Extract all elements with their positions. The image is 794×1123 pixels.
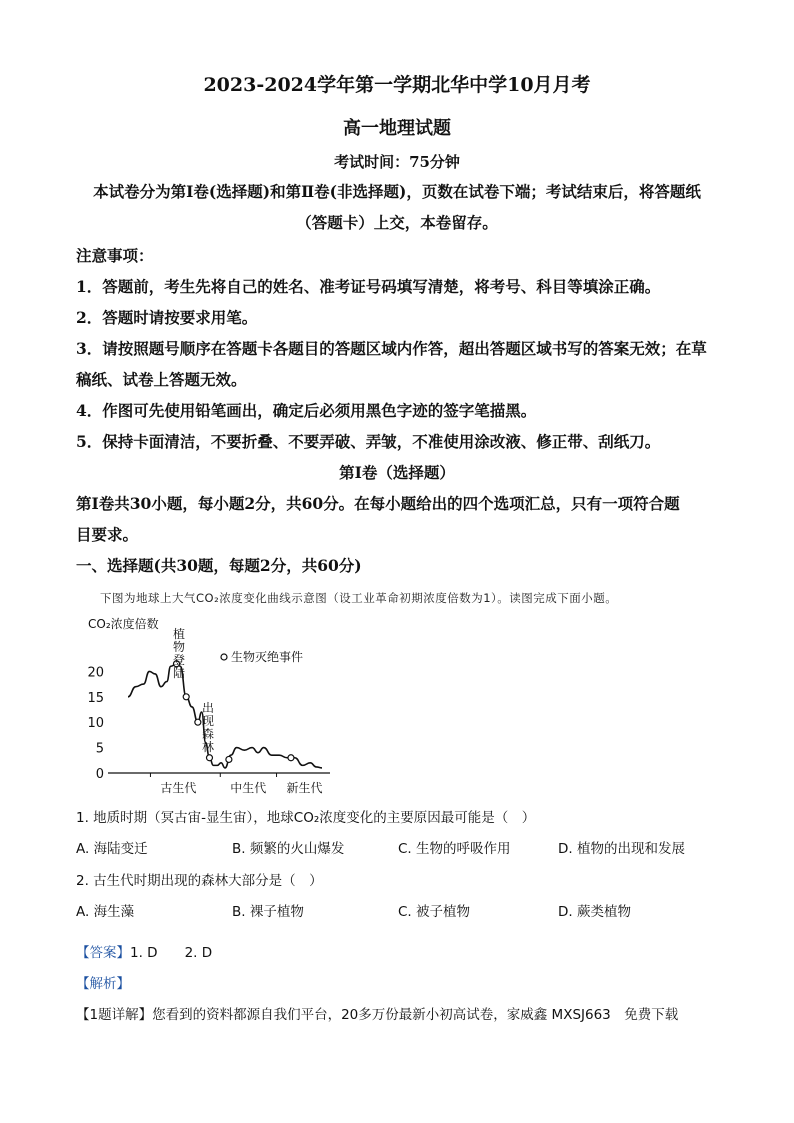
exam-time: 考试时间：75分钟: [334, 153, 460, 171]
note-item: 3．请按照题号顺序在答题卡各题目的答题区域内作答，超出答题区域书写的答案无效；在草: [76, 339, 707, 358]
question-2-option-d: D. 蕨类植物: [558, 904, 631, 920]
part-heading: 一、选择题(共30题，每题2分，共60分): [76, 556, 362, 575]
y-tick-label: 10: [87, 716, 104, 732]
co2-curve: [128, 664, 322, 768]
notes-heading: 注意事项：: [76, 246, 154, 265]
extinction-event-marker: [288, 755, 294, 761]
section-desc-2: 目要求。: [76, 525, 139, 544]
extinction-event-marker: [226, 756, 232, 762]
note-item: 1．答题前，考生先将自己的姓名、准考证号码填写清楚，将考号、科目等填涂正确。: [76, 277, 661, 296]
analysis-label: 【解析】: [76, 976, 130, 992]
x-tick-label: 新生代: [286, 781, 323, 795]
section-heading: 第Ⅰ卷（选择题）: [339, 463, 455, 482]
exam-title: 2023-2024学年第一学期北华中学10月月考: [203, 74, 591, 96]
question-2-option-a: A. 海生藻: [76, 904, 135, 920]
answer-label: 【答案】: [76, 945, 130, 961]
y-axis-label: CO₂浓度倍数: [88, 617, 159, 631]
answer-text: 1. D 2. D: [130, 945, 213, 961]
figure-caption: 下图为地球上大气CO₂浓度变化曲线示意图（设工业革命初期浓度倍数为1）。读图完成下面小题。: [100, 591, 618, 605]
y-tick-label: 15: [87, 690, 104, 706]
note-item: 5．保持卡面清洁，不要折叠、不要弄破、弄皱，不准使用涂改液、修正带、刮纸刀。: [76, 432, 661, 451]
intro-line-1: 本试卷分为第Ⅰ卷(选择题)和第Ⅱ卷(非选择题)，页数在试卷下端；考试结束后，将答题纸: [93, 182, 701, 201]
extinction-event-marker: [195, 719, 201, 725]
legend-label: 生物灭绝事件: [231, 650, 304, 664]
question-1-option-d: D. 植物的出现和发展: [558, 841, 685, 857]
analysis-detail: 【1题详解】您看到的资料都源自我们平台，20多万份最新小初高试卷，家威鑫 MXSJ663 免费下载: [76, 1007, 679, 1023]
y-tick-label: 0: [95, 767, 104, 782]
question-1-stem: 1. 地质时期（冥古宙-显生宙），地球CO₂浓度变化的主要原因最可能是（ ）: [76, 810, 536, 826]
x-tick-label: 中生代: [230, 781, 267, 795]
legend-marker: [221, 654, 227, 660]
question-1-option-c: C. 生物的呼吸作用: [398, 841, 511, 857]
question-1-option-a: A. 海陆变迁: [76, 841, 148, 857]
y-tick-label: 20: [87, 665, 104, 681]
question-2-option-c: C. 被子植物: [398, 904, 471, 920]
answer-line: [76, 941, 212, 961]
question-2-option-b: B. 裸子植物: [232, 904, 304, 920]
x-tick-label: 古生代: [160, 781, 197, 795]
note-item: 4．作图可先使用铅笔画出，确定后必须用黑色字迹的签字笔描黑。: [76, 401, 537, 420]
note-item: 稿纸、试卷上答题无效。: [76, 370, 247, 389]
exam-subtitle: 高一地理试题: [343, 118, 451, 139]
y-tick-label: 5: [95, 741, 104, 757]
co2-chart: [84, 610, 364, 800]
annotation-forest: 出现森林: [201, 701, 215, 754]
question-1-option-b: B. 频繁的火山爆发: [232, 841, 345, 857]
note-item: 2．答题时请按要求用笔。: [76, 308, 258, 327]
annotation-plant-landing: 植物登陆: [172, 627, 186, 680]
intro-line-2: （答题卡）上交，本卷留存。: [296, 213, 498, 232]
extinction-event-marker: [206, 755, 212, 761]
section-desc-1: 第Ⅰ卷共30小题，每小题2分，共60分。在每小题给出的四个选项汇总，只有一项符合题: [76, 494, 680, 513]
extinction-event-marker: [183, 694, 189, 700]
question-2-stem: 2. 古生代时期出现的森林大部分是（ ）: [76, 873, 323, 889]
